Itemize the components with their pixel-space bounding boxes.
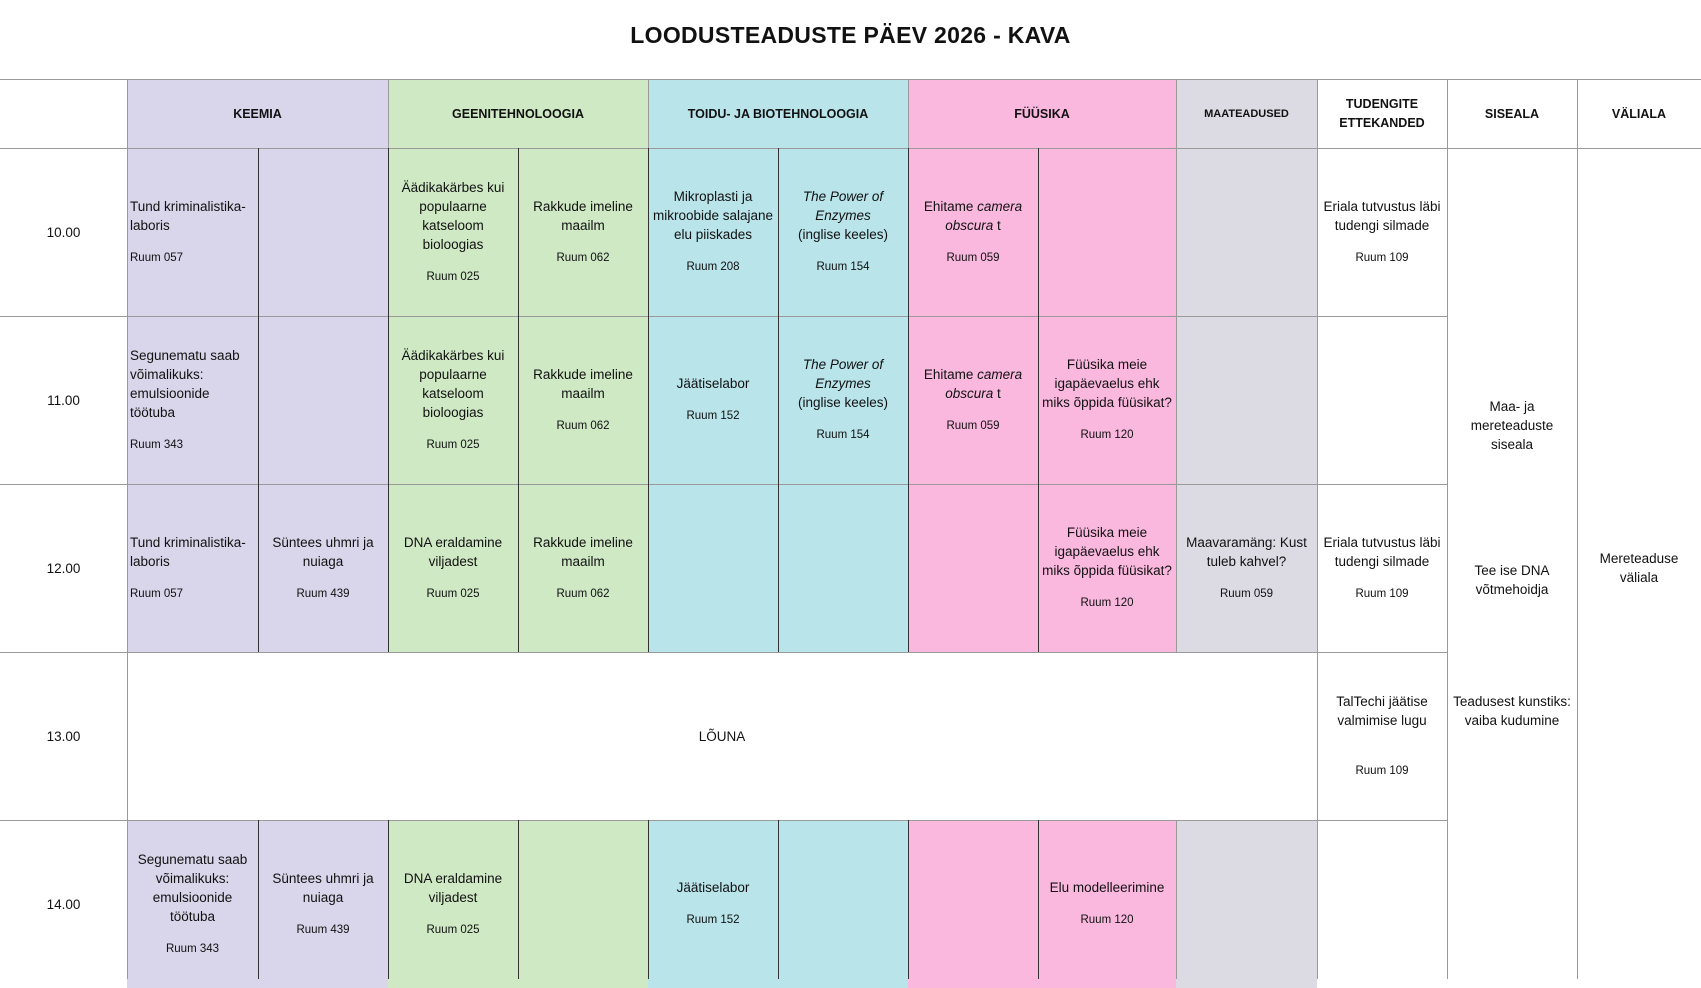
header-maateadused: MAATEADUSED — [1176, 80, 1317, 148]
session-room: Ruum 208 — [686, 261, 740, 273]
session-title: Jäätiselabor — [676, 376, 750, 391]
header-tudengite-line2: ETTEKANDED — [1339, 116, 1425, 130]
session-room: Ruum 059 — [946, 251, 1000, 264]
session-jaatiselabor-1400[interactable] — [648, 820, 778, 988]
session-title: Rakkude imeline maailm — [533, 534, 633, 569]
empty-cell — [258, 148, 388, 316]
session-room: Ruum 120 — [1080, 914, 1134, 926]
grid-line — [1038, 820, 1039, 979]
session-title: Elu modelleerimine — [1049, 880, 1165, 895]
session-title: DNA eraldamine viljadest — [403, 870, 503, 905]
page-title: LOODUSTEADUSTE PÄEV 2026 - KAVA — [630, 22, 1071, 48]
grid-line — [648, 820, 649, 979]
session-title — [911, 365, 1035, 403]
grid-line — [388, 148, 389, 652]
session-title: Rakkude imeline maailm — [533, 366, 633, 401]
session-room: Ruum 154 — [816, 261, 870, 273]
grid-line — [1176, 820, 1177, 979]
session-room: Ruum 059 — [1219, 587, 1274, 600]
session-title: Äädikakärbes kui populaarne katseloom bioloogias — [401, 347, 505, 420]
lunch-cell: LÕUNA — [698, 728, 746, 744]
grid-line — [1577, 79, 1578, 979]
session-emulsioon-1400[interactable] — [127, 820, 258, 988]
session-mikroplasti-1000[interactable] — [648, 148, 778, 316]
session-room: Ruum 154 — [816, 429, 870, 441]
empty-cell — [908, 484, 1038, 652]
session-fuusika-meie-1200[interactable] — [1038, 484, 1176, 652]
session-rakkude-1000[interactable] — [518, 148, 648, 316]
grid-line — [388, 820, 389, 979]
session-jaatiselabor-1100[interactable] — [648, 316, 778, 484]
grid-line — [648, 79, 649, 149]
session-room: Ruum 062 — [556, 251, 610, 264]
session-rakkude-1100[interactable] — [518, 316, 648, 484]
grid-line — [127, 79, 128, 979]
header-toidu-biotehnoloogia: TOIDU- JA BIOTEHNOLOOGIA — [648, 80, 908, 148]
grid-line — [518, 820, 519, 979]
session-title — [911, 197, 1035, 235]
grid-line — [1447, 79, 1448, 979]
grid-line — [908, 148, 909, 652]
session-title: Süntees uhmri ja nuiaga — [272, 870, 374, 905]
session-syntees-1200[interactable] — [258, 484, 388, 652]
grid-line — [1317, 79, 1318, 979]
siseala-maa-mereteadused[interactable]: Maa- ja mereteaduste siseala — [1470, 398, 1554, 452]
session-room: Ruum 109 — [1355, 764, 1409, 777]
time-1000: 10.00 — [46, 224, 81, 240]
session-fuusika-meie-1100[interactable] — [1038, 316, 1176, 484]
session-room: Ruum 439 — [296, 587, 350, 600]
session-room: Ruum 439 — [296, 923, 350, 936]
empty-cell — [1317, 316, 1447, 484]
valiala-mereteadus[interactable]: Mereteaduse väliala — [1599, 551, 1679, 585]
grid-line — [1038, 148, 1039, 652]
session-room: Ruum 059 — [946, 419, 1000, 432]
session-dna-1200[interactable] — [388, 484, 518, 652]
session-title: Rakkude imeline maailm — [533, 198, 633, 233]
grid-line — [0, 316, 1447, 317]
session-eriala-1000[interactable] — [1317, 148, 1447, 316]
grid-line — [908, 79, 909, 149]
grid-line — [388, 79, 389, 149]
session-title: Süntees uhmri ja nuiaga — [272, 534, 374, 569]
session-maavara-1200[interactable] — [1176, 484, 1317, 652]
header-keemia: KEEMIA — [127, 80, 388, 148]
session-room: Ruum 062 — [556, 419, 610, 432]
session-title: DNA eraldamine viljadest — [403, 534, 503, 569]
header-geenitehnoloogia: GEENITEHNOLOOGIA — [388, 80, 648, 148]
session-kriminalistika-1000[interactable] — [127, 148, 258, 316]
session-title: Jäätiselabor — [676, 880, 750, 895]
session-rakkude-1200[interactable] — [518, 484, 648, 652]
session-dna-1400[interactable] — [388, 820, 518, 988]
empty-cell — [1317, 820, 1447, 988]
session-kriminalistika-1200[interactable] — [127, 484, 258, 652]
session-title: Segunematu saab võimalikuks: emulsioonide töötuba — [137, 851, 248, 924]
session-emulsioon-1100[interactable] — [127, 316, 258, 484]
session-room: Ruum 109 — [1355, 251, 1409, 264]
empty-cell — [648, 484, 778, 652]
title-italic: camera obscura — [945, 366, 1023, 401]
session-elu-modelleerimine-1400[interactable] — [1038, 820, 1176, 988]
header-valiala: VÄLIALA — [1611, 106, 1667, 121]
title-part: t — [993, 217, 1001, 233]
session-room: Ruum 057 — [130, 251, 184, 264]
session-room: Ruum 152 — [686, 914, 740, 926]
session-power-of-enzymes-1000[interactable] — [778, 148, 908, 316]
session-camera-obscura-1000[interactable] — [908, 148, 1038, 316]
session-room: Ruum 343 — [165, 942, 220, 955]
grid-line — [0, 148, 1701, 149]
session-room: Ruum 343 — [130, 438, 184, 451]
empty-cell — [778, 820, 908, 988]
header-fuusika: FÜÜSIKA — [908, 80, 1176, 148]
session-eriala-1200[interactable] — [1317, 484, 1447, 652]
time-1400: 14.00 — [46, 896, 81, 912]
session-language-note: (inglise keeles) — [797, 395, 889, 410]
grid-line — [0, 820, 1447, 821]
empty-cell — [1176, 316, 1317, 484]
session-room: Ruum 120 — [1080, 597, 1134, 609]
grid-line — [778, 148, 779, 652]
session-title: Eriala tutvustus läbi tudengi silmade — [1323, 534, 1441, 569]
empty-cell — [778, 484, 908, 652]
session-room: Ruum 120 — [1080, 429, 1134, 441]
session-room: Ruum 057 — [130, 587, 184, 600]
session-title: The Power of Enzymes — [802, 357, 884, 391]
session-title: Tund kriminalistika-laboris — [130, 534, 246, 569]
grid-line — [0, 484, 1447, 485]
session-aadikakarbes-1100[interactable] — [388, 316, 518, 484]
session-title: Tund kriminalistika-laboris — [130, 198, 246, 233]
grid-line — [908, 820, 909, 979]
grid-line — [258, 820, 259, 979]
session-title: Eriala tutvustus läbi tudengi silmade — [1323, 198, 1441, 233]
empty-cell — [518, 820, 648, 988]
session-room: Ruum 062 — [556, 587, 610, 600]
siseala-dna-votmehoidja[interactable]: Tee ise DNA võtmehoidja — [1474, 563, 1550, 597]
title-italic: camera obscura — [945, 198, 1023, 233]
grid-line — [258, 148, 259, 652]
grid-line — [0, 79, 1701, 80]
title-part: t — [993, 385, 1001, 401]
session-title: Füüsika meie igapäevaelus ehk miks õppida füüsikat? — [1042, 525, 1172, 578]
session-title: Äädikakärbes kui populaarne katseloom bioloogias — [401, 179, 505, 252]
session-camera-obscura-1100[interactable] — [908, 316, 1038, 484]
header-tudengite-ettekanded — [1317, 80, 1447, 148]
session-taltech-1300[interactable] — [1317, 652, 1447, 820]
session-title: Füüsika meie igapäevaelus ehk miks õppida füüsikat? — [1042, 357, 1172, 410]
header-tudengite-line1: TUDENGITE — [1345, 97, 1419, 111]
session-aadikakarbes-1000[interactable] — [388, 148, 518, 316]
empty-cell — [1176, 148, 1317, 316]
time-1300: 13.00 — [46, 728, 81, 744]
grid-line — [778, 820, 779, 979]
title-part: Ehitame — [923, 198, 978, 214]
empty-cell — [1038, 148, 1176, 316]
session-title: TalTechi jäätise valmimise lugu — [1336, 693, 1428, 728]
time-1100: 11.00 — [47, 392, 80, 408]
header-siseala: SISEALA — [1484, 106, 1540, 121]
session-room: Ruum 025 — [426, 923, 480, 936]
siseala-vaiba-kudumine[interactable]: Teadusest kunstiks: vaiba kudumine — [1453, 694, 1571, 728]
empty-cell — [258, 316, 388, 484]
session-title: Mikroplasti ja mikroobide salajane elu piiskades — [652, 189, 774, 242]
grid-line — [0, 652, 1447, 653]
session-title: Segunematu saab võimalikuks: emulsioonide töötuba — [130, 347, 240, 420]
session-title: The Power of Enzymes — [802, 189, 884, 223]
empty-cell — [1176, 820, 1317, 988]
session-room: Ruum 109 — [1355, 587, 1409, 600]
empty-cell — [908, 820, 1038, 988]
grid-line — [648, 148, 649, 652]
title-part: Ehitame — [923, 366, 978, 382]
grid-line — [518, 148, 519, 652]
grid-line — [1176, 79, 1177, 652]
session-room: Ruum 025 — [426, 438, 480, 451]
session-room: Ruum 025 — [426, 270, 480, 283]
session-language-note: (inglise keeles) — [797, 227, 889, 242]
session-power-of-enzymes-1100[interactable] — [778, 316, 908, 484]
session-syntees-1400[interactable] — [258, 820, 388, 988]
session-room: Ruum 025 — [426, 587, 480, 600]
session-room: Ruum 152 — [686, 410, 740, 422]
session-title: Maavaramäng: Kust tuleb kahvel? — [1186, 534, 1307, 569]
time-1200: 12.00 — [46, 560, 81, 576]
